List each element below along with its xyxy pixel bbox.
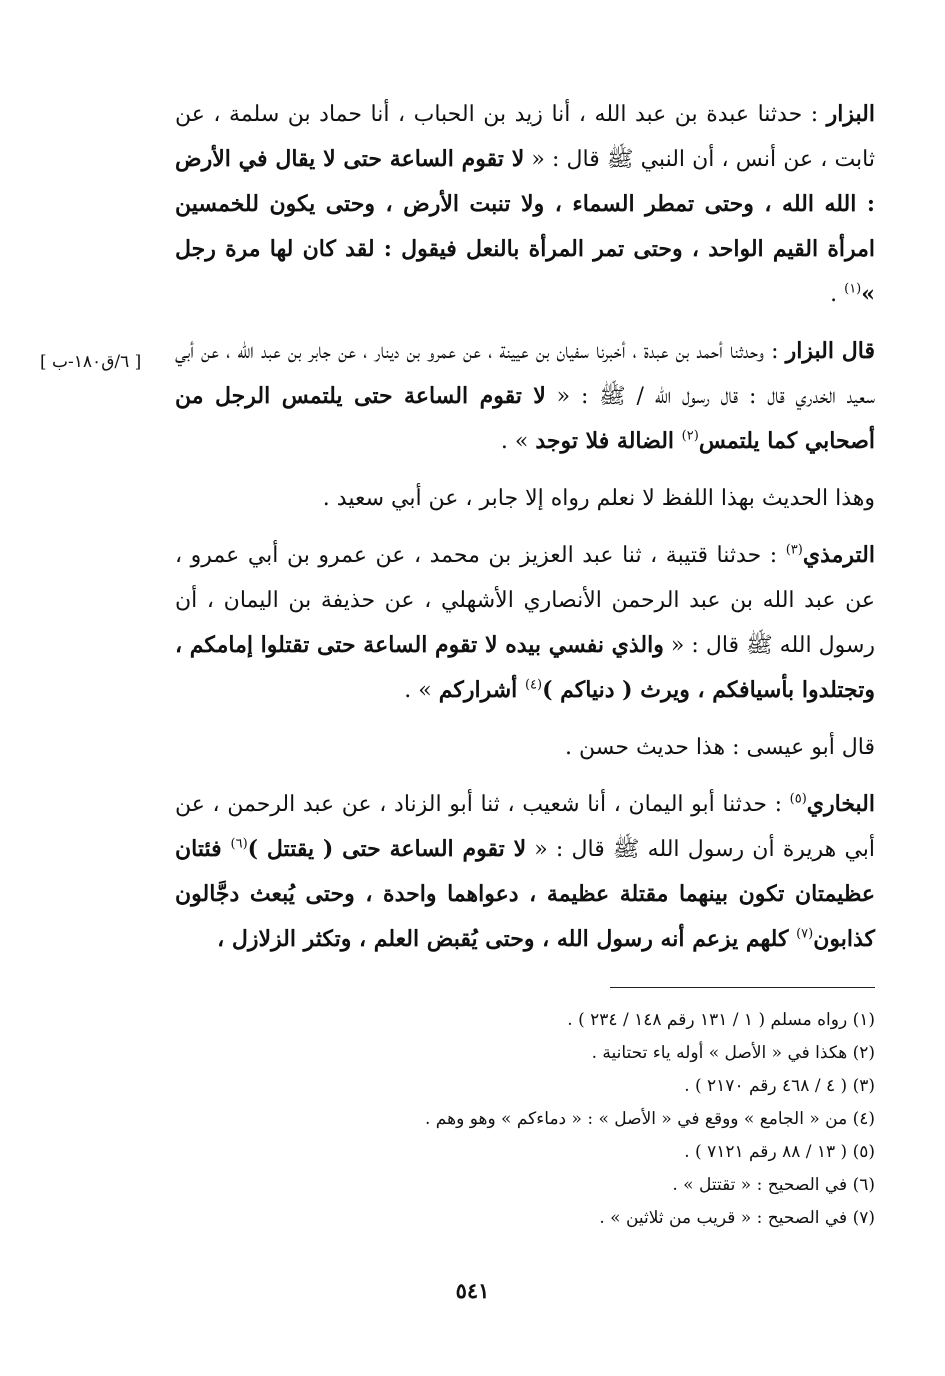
source-lead: البخاري [806, 791, 875, 817]
hadith-text: لا تقوم الساعة حتى لا يقال في الأرض : الله الله ، وحتى تمطر السماء ، ولا تنبت الأرض ، وحتى يكون للخمسين امرأة القيم الواحد ، وحتى تمر المرأة بالنعل فيقول : لقد كان لها مرة رجل [175, 146, 875, 262]
isnad-text: : وحدثنا أحمد بن عبدة ، أخبرنا سفيان بن عيينة ، عن عمرو بن دينار ، عن جابر بن عبد الله ، عن أبي سعيد الخدري قال : قال رسول الله / ﷺ : « [175, 339, 875, 409]
footnote-5: (٥) ( ١٣ / ٨٨ رقم ٧١٢١ ) . [684, 1142, 875, 1162]
comment-text: قال أبو عيسى : هذا حديث حسن . [565, 735, 875, 760]
footnote-ref-4[interactable]: (٤) [524, 677, 543, 693]
hadith-text-cont: الضالة فلا توجد [535, 428, 682, 454]
footnote-1: (١) رواه مسلم ( ١ / ١٣١ رقم ١٤٨ / ٢٣٤ ) . [567, 1010, 875, 1030]
footnote-7: (٧) في الصحيح : « قريب من ثلاثين » . [599, 1208, 875, 1228]
paragraph-tirmidhi [175, 533, 875, 713]
paragraph-end: » . [404, 678, 439, 703]
isnad-text: : حدثنا عبدة بن عبد الله ، أنا زيد بن الحباب ، أنا حماد بن سلمة ، عن ثابت ، عن أنس ، أن النبي ﷺ قال : « [175, 102, 876, 172]
footnote-ref-6[interactable]: (٦) [230, 836, 248, 852]
comment-text: وهذا الحديث بهذا اللفظ لا نعلم رواه إلا جابر ، عن أبي سعيد . [322, 486, 875, 511]
hadith-text-cont-2: كلهم يزعم أنه رسول الله ، وحتى يُقبض العلم ، وتكثر الزلازل ، [217, 926, 797, 952]
paragraph-bazzar-1 [175, 92, 875, 317]
isnad-text: : حدثنا قتيبة ، ثنا عبد العزيز بن محمد ، عن عمرو بن أبي عمرو ، عن عبد الله بن عبد الرحمن الأنصاري الأشهلي ، عن حذيفة بن اليمان ، أن رسول الله ﷺ قال : « [175, 543, 875, 658]
main-text [175, 92, 875, 974]
paragraph-end: » . [500, 429, 536, 454]
source-lead: قال البزار [785, 338, 875, 364]
isnad-text: : حدثنا أبو اليمان ، أنا شعيب ، ثنا أبو الزناد ، عن عبد الرحمن ، عن أبي هريرة أن رسول الله ﷺ قال : « [175, 792, 876, 862]
footnote-ref-1[interactable]: (١) [844, 281, 862, 297]
footnote-divider [610, 987, 875, 988]
footnote-ref-5[interactable]: (٥) [789, 791, 807, 807]
paragraph-comment-1 [175, 476, 875, 521]
manuscript-folio-note: [ ٦/ق١٨٠-ب ] [40, 352, 142, 372]
hadith-text: لا تقوم الساعة حتى ( يقتتل ) [247, 836, 527, 862]
footnote-ref-3[interactable]: (٣) [785, 542, 803, 558]
hadith-text: لا تقوم الساعة حتى يلتمس الرجل من أصحابي كما يلتمس [175, 383, 875, 454]
paragraph-end: . [830, 282, 845, 307]
source-lead: البزار [826, 101, 875, 127]
page-number: ٥٤١ [455, 1278, 490, 1303]
paragraph-comment-2 [175, 725, 875, 770]
hadith-text-cont: أشراركم [438, 677, 525, 703]
paragraph-bazzar-2 [175, 329, 875, 464]
footnote-6: (٦) في الصحيح : « تقتتل » . [672, 1175, 875, 1195]
hadith-text-cont: فئتان عظيمتان تكون بينهما مقتلة عظيمة ، دعواهما واحدة ، وحتى يُبعث دجَّالون كذابون [175, 836, 875, 952]
footnote-ref-7[interactable]: (٧) [796, 926, 814, 942]
paragraph-bukhari [175, 782, 875, 962]
hadith-close: » [861, 281, 875, 307]
footnote-3: (٣) ( ٤ / ٤٦٨ رقم ٢١٧٠ ) . [684, 1076, 875, 1096]
source-lead: الترمذي [802, 542, 875, 568]
hadith-text: والذي نفسي بيده لا تقوم الساعة حتى تقتلوا إمامكم ، وتجتلدوا بأسيافكم ، ويرث ( دنياكم ) [175, 632, 875, 703]
footnotes [175, 1004, 875, 1235]
footnote-4: (٤) من « الجامع » ووقع في « الأصل » : « دماءكم » وهو وهم . [425, 1109, 875, 1129]
footnote-ref-2[interactable]: (٢) [681, 428, 699, 444]
footnote-2: (٢) هكذا في « الأصل » أوله ياء تحتانية . [591, 1043, 875, 1063]
